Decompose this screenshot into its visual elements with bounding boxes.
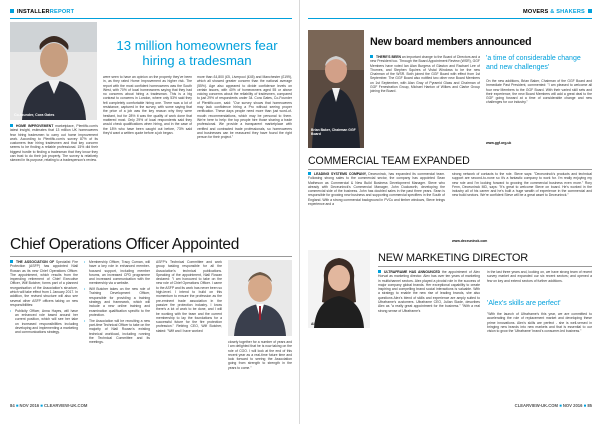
chief-col3-text: ASFP's Technical Committee and work group tasking responsible for all the Association's technical publications. Speaking of the appointment, Niall Rowan declared: "I am honoured to take on the new role of Chief Operations Officer. I came to the ASFP and its work has never been so high-level. I intend to build on this momentum to ensure the profession as the pre-eminent trade association in the passive fire protection industry. I know there's a lot of work to be done, and I will be working with the team and the current membership to lay the foundations for a successful future for the fire protection profession." Retiring CEO, Wilf Butcher, stated: "Wilf and I have worked [156, 260, 222, 333]
left-header [10, 9, 74, 15]
chief-col-4 [228, 340, 292, 400]
lead-square-icon [10, 124, 13, 127]
headline-homeowners: 13 million homeowners fear hiring a tradesman [116, 38, 278, 68]
person-silhouette-icon [10, 22, 97, 120]
cofounder-caption: Co-founder, Cora Gates [14, 113, 55, 117]
board-col-1 [370, 55, 480, 150]
board-col1-text: an important change to the Board of Directors and a new President too. Through the Board Appointment Review (WSR), GGF Members have voted Ian Alan Burgess of Glaston and Rachael Lee of Thornes, and Stephen Squires of Vistal Windows to be the new Chairman of the WSR. Both joined the GGF Board with effect from 1st September. The GGF Board also notified two other new Board Members on 1st September, with Alan Gray of Pyramid Glass and Chairman of GGF Fenestration Group, Michael Hanton of Wilkes and Clarke Group joining the Board. [370, 55, 480, 94]
article-col3-text: more than £4,800 (£5, Liverpool (£45) and Manchester (£199), which all showed greater concern than the national average (55%). Age also appeared to divide confidence levels on certain issues, with 40% of homeowners aged 55 or above voicing concerns about the reliability of tradesmen, compared to just 29% of respondents under 34. Cora Gates, Co-Founder of Plentific.com, said: "Our survey shows that homeowners may lack confidence hiring a Pro without seeing proper verification. These days people need more than just word-of-mouth recommendations, which may be personal to them. We're here to help: the top people hire those sharing a trade professional. We provide a transparent marketplace with verified and contracted trade professionals, so homeowners and businesses can be reassured they have found the right person for their project." [197, 75, 292, 140]
right-header-section: MOVERS [523, 9, 549, 15]
header-square-icon [588, 9, 592, 13]
chief-bullet-item: • Wilf Butcher takes on the new role of Training Development Officer, responsible for providing a training strategy and framework, which will include a new online training and examination qualification specific to fire protection. [84, 287, 150, 317]
marketing-col2b-text: "With the launch of Ultraframe's this year, we are committed to accelerating the role of replacement market and developing these prime innovations. Alex's skills are perfect - she is well-versed in bringing new brands into new markets and that is essential to our vision to grow the 'Ultraframe' brand's consumer-led business." [487, 312, 592, 334]
commercial-lead-square-icon [308, 172, 311, 175]
board-lead: THERE'S BEEN [376, 55, 401, 59]
chief-lead: THE ASSOCIATION OF [16, 260, 55, 264]
right-header: MOVERS & SHAKERS [523, 9, 592, 15]
left-footer: 84 ■ NOV 2016 ■ CLEARVIEW-UK.COM [10, 403, 88, 408]
brian-baker-caption: Brian Baker, Chairman GGF Board [311, 128, 356, 136]
commercial-col-2 [452, 172, 592, 238]
article-lead: HOME IMPROVEMENT [16, 124, 54, 128]
chief-bullets-a [10, 309, 78, 335]
marketing-col-2 [487, 270, 592, 298]
alex-horvat-photo [308, 250, 370, 328]
marketing-col1-text: the appointment of Alex Horvat as marketing director. Alex has over ten years of marketing in multichannel sectors. Alex played a pivotal role in the success of major company global brands. Her exceptional capability to create inspiring and compelling brand social interactions is valuable. With a strategy to enable the new rise of leading brands, she also questions Alex's blend of skills and experience are amply suited to Ultraframe's customers. Ultraframe CEO, Julian Slade, describes Alex as "a really great appointment for the business." "With a real strong sense of Ultraframe's [378, 270, 480, 313]
marketing-col-2b [487, 312, 592, 400]
chief-bullet-item: • Publicity Officer, Anna Hayes, will have an enhanced role based around her current position, which will see her take on increased responsibilities including developing and implementing a marketing and communications strategy. [10, 309, 78, 335]
article-col-3 [197, 75, 292, 236]
board-col2-text: On the new additions, Brian Baker, Chairman of the GGF Board and Immediate Past President, commented: "I am pleased to welcome all four new Members to the GGF Board. With their varied skill sets and their experience, the new Board Members will add a great deal to the GGF going forward at a time of considerable change and new challenges for our industry." [486, 79, 592, 105]
article-col2-text: were seen to have an opinion on the property they've been in, as they rated Home Improvement as higher risk. The report with the most confident homeowners was the South West, with 70% of local homeowners saying that they had no concerns about hiring a tradesman. This is a big contrast to concerns in London, where only 53% said they felt completely comfortable hiring one. There was a lot of resistance, captured in the survey, with some saying that the price of a job was the key reason why they were hesitant, but for 28% it was the quality of work done that mattered most. Only 29% of local respondents said they would check qualifications when hiring, and in the case of the 18% who have been caught out before, 73% said they'd want a written quote before a job began. [103, 75, 192, 135]
left-footer-page: 84 [10, 403, 15, 408]
board-col-2 [486, 79, 592, 137]
alex-caption: Alex Horvatic Manager [311, 322, 348, 326]
right-header-rule [308, 18, 592, 19]
chief-bullet-item: • The Association will be recruiting a new part-time Technical Officer to take on the majority of Niall Rowan's existing technical workload, including running the Technical Committee and its meetings. [84, 319, 150, 345]
commercial-url[interactable]: www.deceuninck.com [452, 239, 488, 243]
chief-col-1 [10, 260, 78, 400]
right-page [300, 0, 600, 424]
marketing-col-1 [378, 270, 480, 400]
chief-lead-square-icon [10, 260, 13, 263]
commercial-col1-text: Deceuninck, has expanded its commercial team. Following strong sales to the commercial sector, the company has appointed Sean Matheson as Commercial & New Build Business Development Manager. Steve who already with Deceuninck's Commercial Manager, John Duckworth, developing the commercial side of the business. John has doubled sales in the past three years. Sean is responsible for growing new business and supporting commercial specifiers in the South of England. With a strong commercial background in PVCu and timber windows, Steve brings experience and a [308, 172, 445, 207]
person-portrait-icon [308, 250, 370, 328]
chief-col-2 [84, 260, 150, 400]
board-lead-square-icon [370, 55, 373, 58]
left-header-section: INSTALLER [17, 9, 50, 15]
chief-bullet-item: • Membership Officer, Tracy Curnan, will have a key role in enhanced member-focused support, including member forums, an increased CPD programme and increased communication with the membership via a website. [84, 260, 150, 286]
marketing-col2-text: in the last three years and, looking on, we have strong team of recent survey market and expanded our six recent sectors; and opened a few on key and extend sectors of further additions. [487, 270, 592, 283]
article-col1-text: marketplace, Plentific.com's latest insight, estimates that 13 million UK homeowners fear hiring tradesmen to carry out home improvement work. According to Plentific.com's survey 87% of its customers fear hiring tradesmen and that key concern seems to be finding a reliable professional. 15% did their biggest hurdle to finding a tradesman that they know they can trust to do their job properly. The survey is relatively skewed in its purpose, relating to a tradesperson's review. [10, 124, 98, 163]
right-footer-url: CLEARVIEW-UK.COM [514, 403, 559, 408]
right-footer: CLEARVIEW-UK.COM ■ NOV 2016 ■ 85 [514, 403, 592, 408]
board-quote: 'a time of considerable change and new challenges' [486, 55, 581, 71]
article-col-2 [103, 75, 192, 236]
header-square-icon [10, 9, 14, 13]
marketing-rule [378, 266, 592, 267]
chief-rule [10, 256, 292, 257]
left-footer-date: NOV 2016 [19, 403, 40, 408]
right-footer-date: NOV 2016 [562, 403, 583, 408]
chief-bullets-b [84, 260, 150, 344]
chief-col1-text: Specialist Fire Protection (ASFP) has appointed Niall Rowan as its new Chief Operations Officer. The appointment, which results from the impending retirement of Chief Executive Officer, Wilf Butcher, forms part of a planned reorganisation of the Association's structure, which will take effect from 1 January 2017. In addition, the revised structure will also see several other ASFP officers taking on new responsibilities: [10, 260, 78, 307]
commercial-rule [308, 169, 592, 170]
marketing-headline: NEW MARKETING DIRECTOR [378, 252, 529, 264]
board-headline: New board members announced [370, 36, 532, 48]
left-footer-url: CLEARVIEW-UK.COM [43, 403, 88, 408]
brian-baker-photo [308, 30, 364, 148]
chief-col4-text: closely together for a number of years and I am delighted that he is now taking on the role of COO. I will look at the end of this recent year as a real-time future time and look forward to seeing the Association going from strength to strength in the years to come." [228, 340, 292, 370]
board-url[interactable]: www.ggf.org.uk [486, 141, 512, 145]
commercial-lead: LEADING SYSTEMS COMPANY, [314, 172, 367, 176]
commercial-headline: COMMERCIAL TEAM EXPANDED [308, 155, 470, 167]
right-footer-page: 85 [587, 403, 592, 408]
person-portrait-icon [228, 260, 292, 336]
chief-col-3 [156, 260, 222, 400]
article-col-1 [10, 124, 98, 236]
marketing-lead-square-icon [378, 270, 381, 273]
left-header-sub: REPORT [49, 9, 75, 15]
cofounder-photo [10, 22, 97, 120]
right-header-sub: SHAKERS [556, 9, 585, 15]
commercial-col-1 [308, 172, 445, 246]
marketing-quote: 'Alex's skills are perfect' [487, 300, 561, 307]
marketing-lead: ULTRAFRAME HAS ANNOUNCED [384, 270, 441, 274]
niall-rowan-photo [228, 260, 292, 336]
left-header-rule [10, 18, 292, 19]
chief-headline: Chief Operations Officer Appointed [10, 236, 240, 253]
commercial-col2-text: strong network of contacts to the role. Steve says: "Deceuninck's products and technical support are second-to-none so it's a fantastic company to work for. I'm really enjoying my new role and I'm looking forward to growing the commercial business even more." Rory Fenn, Deceuninck MD, says: "It's great to welcome Steve on board. He's worked in the industry all of his career and he's built a huge wealth of experience in the commercial and new build sectors. We're confident Steve will be a great asset to Deceuninck." [452, 172, 592, 198]
